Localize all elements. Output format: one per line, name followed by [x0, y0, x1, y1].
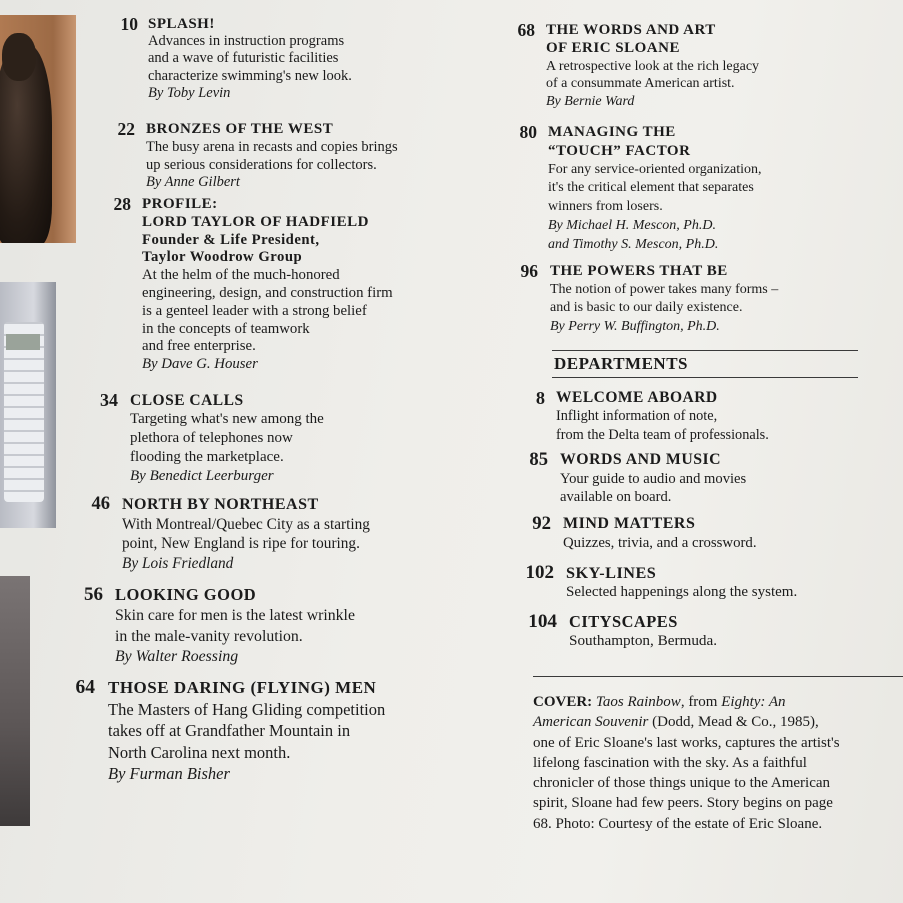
- feature-description: and a wave of futuristic facilities: [148, 50, 339, 67]
- feature-description: and free enterprise.: [142, 338, 256, 355]
- feature-byline: By Dave G. Houser: [142, 356, 258, 373]
- feature-byline: By Benedict Leerburger: [130, 468, 274, 484]
- page-number: 102: [525, 562, 554, 583]
- feature-description: up serious considerations for collectors.: [146, 156, 377, 173]
- department-entry: [556, 389, 769, 444]
- department-title: WELCOME ABOARD: [556, 389, 718, 406]
- feature-title: PROFILE:: [142, 196, 218, 212]
- department-title: MIND MATTERS: [563, 515, 696, 532]
- cover-book-title-1: Eighty: An: [721, 694, 786, 710]
- cover-from: , from: [680, 694, 722, 710]
- department-description: Selected happenings along the system.: [566, 583, 798, 600]
- feature-description: and is basic to our daily existence.: [550, 300, 743, 316]
- feature-byline: By Walter Roessing: [115, 648, 239, 666]
- feature-description: Advances in instruction programs: [148, 33, 345, 50]
- feature-title: CLOSE CALLS: [130, 392, 244, 409]
- department-description: Inflight information of note,: [556, 408, 718, 425]
- feature-description: point, New England is ripe for touring.: [122, 535, 360, 553]
- feature-description: Targeting what's new among the: [130, 411, 324, 427]
- page-number: 80: [519, 122, 537, 142]
- department-title: WORDS AND MUSIC: [560, 451, 722, 468]
- feature-byline: By Bernie Ward: [546, 94, 635, 110]
- cover-book-title-2: American Souvenir: [533, 714, 649, 731]
- departments-heading: DEPARTMENTS: [554, 354, 688, 373]
- departments-rule-bottom: [552, 377, 858, 378]
- feature-entry: [108, 677, 385, 785]
- feature-description: in the male-vanity revolution.: [115, 627, 303, 645]
- feature-description: The notion of power takes many forms –: [550, 281, 779, 297]
- feature-entry: [130, 391, 324, 486]
- bronze-statue-photo: [0, 15, 76, 243]
- cover-publisher: (Dodd, Mead & Co., 1985),: [648, 714, 819, 731]
- feature-title: THOSE DARING (FLYING) MEN: [108, 678, 377, 697]
- department-entry: [569, 612, 717, 650]
- feature-title: SPLASH!: [148, 16, 215, 32]
- statue-head: [2, 33, 36, 81]
- department-title: SKY-LINES: [566, 564, 657, 582]
- feature-byline: By Michael H. Mescon, Ph.D.: [548, 217, 716, 233]
- feature-title: MANAGING THE: [548, 124, 676, 140]
- feature-description: is a genteel leader with a strong belief: [142, 302, 367, 319]
- feature-byline: By Anne Gilbert: [146, 174, 240, 191]
- feature-title: Founder & Life President,: [142, 231, 320, 248]
- department-entry: [566, 564, 797, 601]
- feature-byline: By Lois Friedland: [122, 554, 234, 572]
- cover-line: spirit, Sloane had few peers. Story begins on page: [533, 795, 833, 812]
- feature-description: takes off at Grandfather Mountain in: [108, 721, 351, 740]
- page-number: 64: [75, 677, 95, 698]
- feature-byline: and Timothy S. Mescon, Ph.D.: [548, 236, 719, 252]
- page-number: 28: [113, 194, 131, 214]
- page-number: 8: [535, 388, 545, 408]
- feature-byline: By Furman Bisher: [108, 764, 230, 783]
- cover-art-title: Taos Rainbow: [595, 694, 681, 710]
- feature-title: OF ERIC SLOANE: [546, 39, 680, 56]
- feature-description: At the helm of the much-honored: [142, 267, 340, 284]
- feature-description: winners from losers.: [548, 199, 663, 215]
- feature-entry: [142, 196, 393, 374]
- feature-description: For any service-oriented organization,: [548, 161, 762, 177]
- cover-caption: [533, 692, 903, 834]
- feature-description: it's the critical element that separates: [548, 180, 754, 196]
- feature-entry: [115, 585, 355, 668]
- feature-description: The busy arena in recasts and copies brings: [146, 138, 398, 155]
- feature-title: LORD TAYLOR OF HADFIELD: [142, 213, 369, 230]
- departments-rule-top: [552, 350, 858, 351]
- department-description: from the Delta team of professionals.: [556, 426, 769, 443]
- department-entry: [563, 515, 757, 552]
- telephone-photo: [0, 282, 56, 528]
- feature-description: of a consummate American artist.: [546, 76, 735, 92]
- department-description: available on board.: [560, 489, 672, 506]
- cover-line: chronicler of those things unique to the American: [533, 775, 831, 792]
- feature-description: A retrospective look at the rich legacy: [546, 58, 760, 74]
- feature-title: THE WORDS AND ART: [546, 22, 716, 38]
- feature-title: “TOUCH” FACTOR: [548, 142, 691, 159]
- page-number: 56: [84, 584, 103, 605]
- feature-byline: By Perry W. Buffington, Ph.D.: [550, 318, 720, 334]
- telephone-display: [6, 334, 40, 350]
- feature-entry: [546, 22, 759, 111]
- feature-title: THE POWERS THAT BE: [550, 263, 728, 279]
- department-description: Southampton, Bermuda.: [569, 632, 718, 649]
- feature-description: flooding the marketplace.: [130, 449, 284, 465]
- department-description: Quizzes, trivia, and a crossword.: [563, 534, 757, 551]
- page-number: 68: [517, 20, 535, 40]
- feature-entry: [148, 16, 352, 102]
- feature-title: Taylor Woodrow Group: [142, 249, 303, 266]
- feature-description: plethora of telephones now: [130, 430, 293, 446]
- feature-entry: [550, 262, 778, 336]
- feature-description: Skin care for men is the latest wrinkle: [115, 606, 355, 624]
- page-number: 96: [520, 261, 538, 281]
- page-number: 34: [100, 390, 118, 410]
- page-number: 104: [528, 611, 557, 632]
- cover-line: 68. Photo: Courtesy of the estate of Eric Sloane.: [533, 815, 823, 832]
- page-number: 22: [117, 119, 135, 139]
- cover-rule: [533, 676, 903, 677]
- feature-entry: [122, 495, 370, 573]
- cover-label: COVER:: [533, 694, 593, 710]
- feature-entry: [146, 121, 398, 192]
- feature-description: The Masters of Hang Gliding competition: [108, 699, 386, 719]
- edge-photo: [0, 576, 30, 826]
- page-number: 92: [532, 513, 551, 534]
- feature-title: BRONZES OF THE WEST: [146, 121, 334, 137]
- feature-byline: By Toby Levin: [148, 84, 231, 101]
- feature-description: characterize swimming's new look.: [148, 67, 352, 84]
- cover-line: one of Eric Sloane's last works, captures the artist's: [533, 734, 840, 751]
- feature-description: in the concepts of teamwork: [142, 320, 310, 337]
- feature-title: LOOKING GOOD: [115, 585, 257, 604]
- cover-line: lifelong fascination with the sky. As a faithful: [533, 754, 807, 771]
- page-number: 10: [120, 14, 138, 34]
- department-entry: [560, 451, 746, 507]
- feature-description: With Montreal/Quebec City as a starting: [122, 515, 370, 533]
- feature-entry: [548, 123, 762, 255]
- department-title: CITYSCAPES: [569, 612, 678, 631]
- feature-title: NORTH BY NORTHEAST: [122, 496, 319, 513]
- department-description: Your guide to audio and movies: [560, 470, 747, 487]
- feature-description: engineering, design, and construction firm: [142, 284, 393, 301]
- feature-description: North Carolina next month.: [108, 742, 291, 762]
- page-number: 85: [529, 449, 548, 470]
- page-number: 46: [91, 494, 110, 514]
